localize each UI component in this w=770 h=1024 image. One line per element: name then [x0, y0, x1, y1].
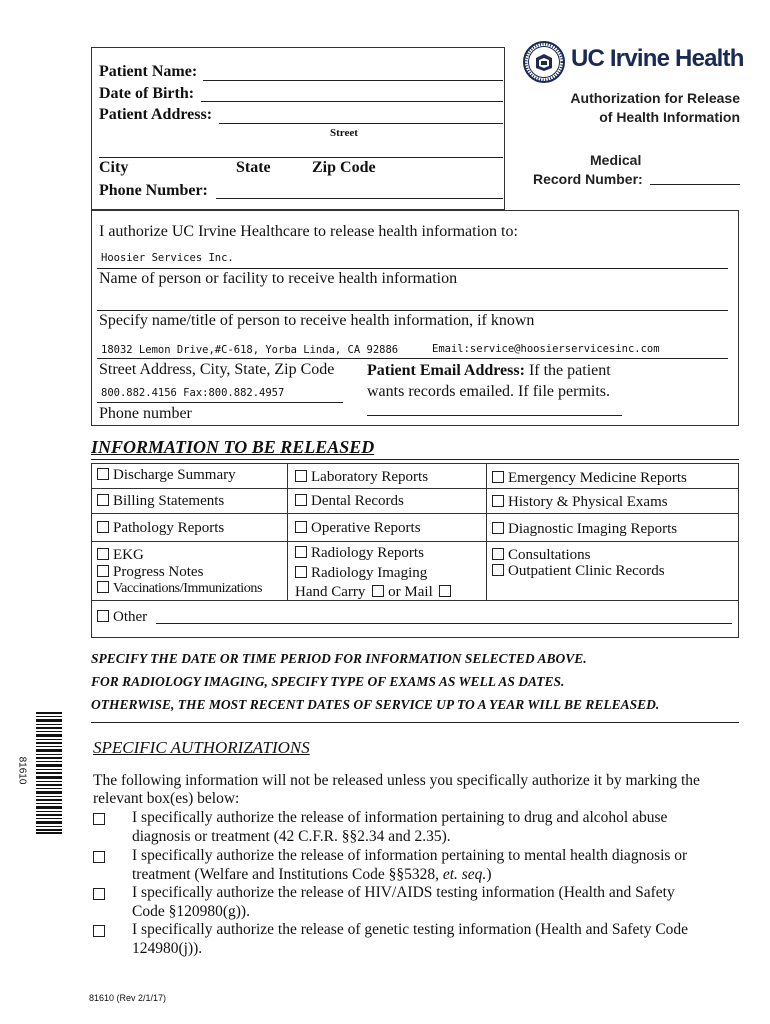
recipient-phone-field[interactable]	[97, 402, 343, 403]
recipient-title-label: Specify name/title of person to receive health information, if known	[99, 312, 535, 329]
label-billing: Billing Statements	[113, 493, 225, 509]
checkbox-icon[interactable]	[295, 521, 307, 533]
checkbox-icon[interactable]	[492, 522, 504, 534]
label-radiology-reports: Radiology Reports	[311, 545, 424, 561]
checkbox-icon[interactable]	[492, 548, 504, 560]
checkbox-icon[interactable]	[97, 565, 109, 577]
city-label: City	[99, 159, 129, 176]
instructions-rule	[91, 722, 739, 723]
mrn-label-line2: Record Number:	[533, 171, 643, 187]
email-label-bold: Patient Email Address:	[367, 362, 525, 379]
checkbox-hand-carry[interactable]	[372, 585, 384, 597]
checkbox-ekg[interactable]	[97, 547, 144, 564]
facility-field[interactable]	[97, 268, 728, 269]
grid-hline-2	[91, 513, 739, 514]
brand-name: UC Irvine Health	[571, 45, 744, 72]
mrn-field[interactable]	[650, 184, 740, 185]
facility-label: Name of person or facility to receive health information	[99, 270, 458, 287]
auth-hiv-line2: Code §120980(g)).	[132, 903, 250, 920]
auth-mental-line1: I specifically authorize the release of information pertaining to mental health diagnosis or	[132, 847, 688, 864]
label-ekg: EKG	[113, 547, 144, 563]
checkbox-billing[interactable]	[97, 493, 224, 510]
label-radiology-imaging: Radiology Imaging	[311, 565, 428, 581]
state-label: State	[236, 159, 271, 176]
specific-intro-line2: relevant box(es) below:	[93, 790, 240, 807]
checkbox-history[interactable]	[492, 494, 668, 511]
grid-vline-2	[486, 463, 487, 600]
auth-mental-line2-a: treatment (Welfare and Institutions Code §§5328,	[132, 866, 443, 883]
email-label	[367, 362, 611, 380]
label-dental: Dental Records	[311, 493, 404, 509]
checkbox-icon[interactable]	[97, 494, 109, 506]
label-pathology: Pathology Reports	[113, 520, 225, 536]
checkbox-dental[interactable]	[295, 493, 404, 510]
patient-name-field[interactable]	[203, 80, 503, 81]
checkbox-radiology-reports[interactable]	[295, 545, 424, 562]
specific-intro-line1: The following information will not be released unless you specifically authorize it by marking the	[93, 772, 700, 789]
barcode-number: 81610	[16, 756, 28, 785]
label-or-mail: or Mail	[388, 584, 433, 600]
label-operative: Operative Reports	[311, 520, 421, 536]
checkbox-icon[interactable]	[97, 521, 109, 533]
delivery-options	[295, 584, 455, 601]
email-label-line2: wants records emailed. If file permits.	[367, 383, 611, 400]
form-number: 81610 (Rev 2/1/17)	[89, 993, 167, 1003]
checkbox-mail[interactable]	[439, 585, 451, 597]
instruction-line-3: OTHERWISE, THE MOST RECENT DATES OF SERVICE UP TO A YEAR WILL BE RELEASED.	[91, 697, 660, 712]
barcode	[36, 712, 62, 834]
release-heading-rule	[91, 459, 739, 460]
release-heading: INFORMATION TO BE RELEASED	[91, 437, 375, 457]
checkbox-icon[interactable]	[492, 495, 504, 507]
recipient-phone-label: Phone number	[99, 405, 192, 422]
checkbox-icon[interactable]	[97, 548, 109, 560]
checkbox-pathology[interactable]	[97, 520, 224, 537]
checkbox-outpatient[interactable]	[492, 563, 665, 580]
street-label: Street	[330, 127, 358, 139]
auth-hiv-line1: I specifically authorize the release of HIV/AIDS testing information (Health and Safety	[132, 884, 675, 901]
grid-hline-1	[91, 488, 739, 489]
label-emergency: Emergency Medicine Reports	[508, 470, 687, 486]
facility-value[interactable]: Hoosier Services Inc.	[101, 252, 234, 264]
mrn-label-line1: Medical	[590, 152, 642, 168]
checkbox-icon[interactable]	[295, 470, 307, 482]
label-consultations: Consultations	[508, 547, 591, 563]
instruction-line-1: SPECIFY THE DATE OR TIME PERIOD FOR INFORMATION SELECTED ABOVE.	[91, 651, 587, 666]
label-outpatient: Outpatient Clinic Records	[508, 563, 665, 579]
patient-email-field[interactable]	[367, 415, 622, 416]
zip-label: Zip Code	[312, 159, 376, 176]
label-vaccinations: Vaccinations/Immunizations	[113, 581, 263, 596]
recipient-title-field[interactable]	[97, 310, 728, 311]
checkbox-emergency[interactable]	[492, 470, 687, 487]
other-field[interactable]	[156, 623, 732, 624]
checkbox-icon[interactable]	[492, 564, 504, 576]
checkbox-icon[interactable]	[295, 566, 307, 578]
checkbox-progress[interactable]	[97, 564, 203, 581]
recipient-email-value[interactable]: Email:service@hoosierservicesinc.com	[432, 343, 660, 355]
grid-vline-1	[287, 463, 288, 600]
checkbox-drug-alcohol[interactable]	[93, 813, 105, 825]
dob-field[interactable]	[201, 101, 503, 102]
label-progress: Progress Notes	[113, 564, 204, 580]
checkbox-icon[interactable]	[97, 610, 109, 622]
auth-genetic-line1: I specifically authorize the release of genetic testing information (Health and Safety Code	[132, 921, 689, 938]
recipient-address-label: Street Address, City, State, Zip Code	[99, 361, 335, 378]
email-label-rest: If the patient	[528, 362, 611, 379]
checkbox-icon[interactable]	[295, 494, 307, 506]
checkbox-vaccinations[interactable]	[97, 580, 262, 597]
instruction-line-2: FOR RADIOLOGY IMAGING, SPECIFY TYPE OF EXAMS AS WELL AS DATES.	[91, 674, 565, 689]
checkbox-other[interactable]	[97, 609, 147, 626]
grid-hline-3	[91, 541, 739, 542]
checkbox-icon[interactable]	[97, 468, 109, 480]
phone-field[interactable]	[216, 198, 503, 199]
auth-mental-line2-c: )	[486, 866, 492, 883]
checkbox-icon[interactable]	[492, 471, 504, 483]
checkbox-radiology-imaging[interactable]	[295, 565, 427, 582]
label-discharge: Discharge Summary	[113, 467, 236, 483]
street-field[interactable]	[219, 123, 503, 124]
label-lab: Laboratory Reports	[311, 469, 429, 485]
checkbox-diagnostic[interactable]	[492, 521, 677, 538]
label-diagnostic: Diagnostic Imaging Reports	[508, 521, 678, 537]
recipient-address-field[interactable]	[97, 358, 728, 359]
recipient-phone-value[interactable]: 800.882.4156 Fax:800.882.4957	[101, 387, 285, 399]
checkbox-operative[interactable]	[295, 520, 421, 537]
checkbox-genetic[interactable]	[93, 925, 105, 937]
label-other: Other	[113, 609, 148, 625]
form-title-line1: Authorization for Release	[570, 90, 740, 106]
city-state-zip-field[interactable]	[99, 157, 503, 158]
auth-drug-line2: diagnosis or treatment (42 C.F.R. §§2.34 and 2.35).	[132, 828, 451, 845]
auth-mental-line2	[132, 866, 491, 884]
patient-name-label: Patient Name:	[99, 63, 198, 80]
uc-seal-logo	[522, 40, 566, 84]
recipient-address-value[interactable]: 18032 Lemon Drive,#C-618, Yorba Linda, CA 92886	[101, 344, 399, 356]
checkbox-icon[interactable]	[97, 581, 109, 593]
auth-drug-line1: I specifically authorize the release of information pertaining to drug and alcohol abuse	[132, 809, 668, 826]
checkbox-mental-health[interactable]	[93, 851, 105, 863]
auth-mental-line2-b: et. seq.	[442, 866, 487, 883]
patient-address-label: Patient Address:	[99, 106, 213, 123]
checkbox-hiv[interactable]	[93, 888, 105, 900]
checkbox-icon[interactable]	[295, 546, 307, 558]
checkbox-discharge[interactable]	[97, 467, 236, 484]
auth-genetic-line2: 124980(j)).	[132, 940, 203, 957]
checkbox-lab[interactable]	[295, 469, 428, 486]
label-hand-carry: Hand Carry	[295, 584, 366, 600]
form-title-line2: of Health Information	[599, 109, 740, 125]
recipient-intro: I authorize UC Irvine Healthcare to release health information to:	[99, 223, 518, 240]
label-history: History & Physical Exams	[508, 494, 668, 510]
dob-label: Date of Birth:	[99, 85, 195, 102]
phone-label: Phone Number:	[99, 182, 208, 199]
checkbox-consultations[interactable]	[492, 547, 591, 564]
specific-heading: SPECIFIC AUTHORIZATIONS	[93, 738, 310, 757]
